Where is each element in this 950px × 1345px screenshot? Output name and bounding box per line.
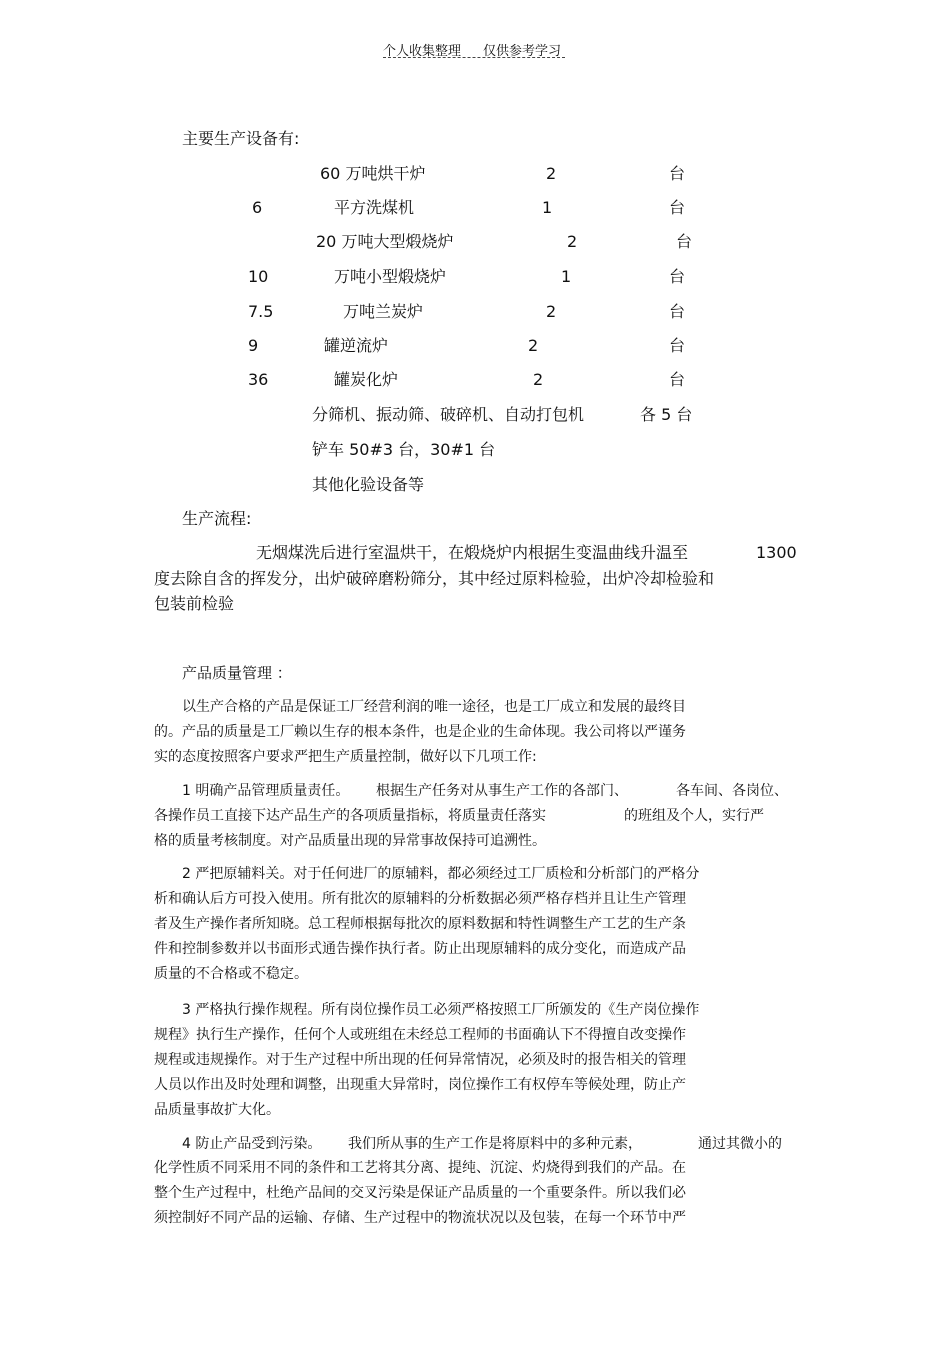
quality-item-2 [154, 862, 699, 987]
process-heading: 生产流程: [182, 509, 252, 528]
equipment-unit: 台 [669, 370, 686, 389]
item1-text: 根据生产任务对从事生产工作的各部门、 [376, 783, 628, 799]
equipment-num: 36 [248, 370, 269, 389]
equipment-name: 20 万吨大型煅烧炉 [316, 232, 454, 251]
equipment-extra-qty: 各 5 台 [640, 405, 693, 424]
equipment-name: 罐炭化炉 [334, 370, 399, 389]
equipment-unit: 台 [669, 302, 686, 321]
equipment-unit: 台 [669, 336, 686, 355]
process-line: 包装前检验 [154, 594, 235, 613]
equipment-extra-line: 分筛机、振动筛、破碎机、自动打包机 [312, 405, 585, 424]
paragraph-line: 整个生产过程中，杜绝产品间的交叉污染是保证产品质量的一个重要条件。所以我们必 [154, 1185, 686, 1201]
equipment-name: 万吨小型煅烧炉 [334, 267, 447, 286]
paragraph-line: 须控制好不同产品的运输、存储、生产过程中的物流状况以及包装，在每一个环节中严 [154, 1210, 686, 1226]
item1-text: 格的质量考核制度。对产品质量出现的异常事故保持可追溯性。 [154, 833, 546, 849]
equipment-name: 万吨兰炭炉 [343, 302, 424, 321]
quality-intro [154, 695, 686, 770]
paragraph-line: 化学性质不同采用不同的条件和工艺将其分离、提纯、沉淀、灼烧得到我们的产品。在 [154, 1160, 686, 1176]
equipment-num: 10 [248, 267, 269, 286]
paragraph-line: 人员以作出及时处理和调整，出现重大异常时，岗位操作工有权停车等候处理，防止产 [154, 1077, 686, 1093]
header-divider [383, 57, 565, 58]
equipment-num: 9 [248, 336, 259, 355]
equipment-qty: 2 [533, 370, 544, 389]
process-line: 度去除自含的挥发分，出炉破碎磨粉筛分，其中经过原料检验，出炉冷却检验和 [154, 569, 715, 588]
equipment-name: 平方洗煤机 [334, 198, 415, 217]
quality-heading: 产品质量管理 ： [182, 664, 292, 682]
paragraph-line: 质量的不合格或不稳定。 [154, 966, 308, 982]
paragraph-line: 件和控制参数并以书面形式通告操作执行者。防止出现原辅料的成分变化，而造成产品 [154, 941, 686, 957]
paragraph-line: 3 严格执行操作规程。所有岗位操作员工必须严格按照工厂所颁发的《生产岗位操作 [182, 1002, 700, 1018]
process-line: 无烟煤洗后进行室温烘干，在煅烧炉内根据生变温曲线升温至 [256, 543, 689, 562]
process-number: 1300 [756, 543, 797, 562]
quality-item-4-rest [154, 1156, 686, 1231]
paragraph-line: 以生产合格的产品是保证工厂经营利润的唯一途径，也是工厂成立和发展的最终目 [182, 699, 686, 715]
paragraph-line: 2 严把原辅料关。对于任何进厂的原辅料，都必须经过工厂质检和分析部门的严格分 [182, 866, 700, 882]
paragraph-line: 品质量事故扩大化。 [154, 1102, 280, 1118]
equipment-qty: 1 [561, 267, 572, 286]
header-right: 仅供参考学习 [483, 44, 562, 59]
paragraph-line: 者及生产操作者所知晓。总工程师根据每批次的原料数据和特性调整生产工艺的生产条 [154, 916, 686, 932]
equipment-name: 60 万吨烘干炉 [320, 164, 426, 183]
equipment-extra-line: 其他化验设备等 [312, 475, 425, 494]
paragraph-line: 析和确认后方可投入使用。所有批次的原辅料的分析数据必须严格存档并且让生产管理 [154, 891, 686, 907]
quality-item-3 [154, 998, 699, 1123]
item1-text: 的班组及个人，实行严 [624, 808, 764, 824]
paragraph-line: 规程》执行生产操作，任何个人或班组在未经总工程师的书面确认下不得擅自改变操作 [154, 1027, 686, 1043]
equipment-unit: 台 [669, 198, 686, 217]
equipment-heading: 主要生产设备有: [182, 129, 300, 148]
item1-title: 1 明确产品管理质量责任。 [182, 783, 350, 799]
paragraph-line: 规程或违规操作。对于生产过程中所出现的任何异常情况，必须及时的报告相关的管理 [154, 1052, 686, 1068]
equipment-qty: 1 [542, 198, 553, 217]
item1-text: 各操作员工直接下达产品生产的各项质量指标，将质量责任落实 [154, 808, 546, 824]
header-left: 个人收集整理 [383, 44, 462, 59]
equipment-qty: 2 [528, 336, 539, 355]
equipment-unit: 台 [669, 164, 686, 183]
equipment-unit: 台 [669, 267, 686, 286]
item1-text: 各车间、各岗位、 [676, 783, 788, 799]
equipment-qty: 2 [567, 232, 578, 251]
equipment-num: 6 [252, 198, 263, 217]
equipment-qty: 2 [546, 164, 557, 183]
paragraph-line: 的。产品的质量是工厂赖以生存的根本条件，也是企业的生命体现。我公司将以严谨务 [154, 724, 686, 740]
equipment-num: 7.5 [248, 302, 274, 321]
equipment-name: 罐逆流炉 [324, 336, 389, 355]
paragraph-line: 实的态度按照客户要求严把生产质量控制，做好以下几项工作: [154, 749, 537, 765]
equipment-qty: 2 [546, 302, 557, 321]
item4-text: 我们所从事的生产工作是将原料中的多种元素， [348, 1136, 642, 1152]
item4-text: 通过其微小的 [698, 1136, 782, 1152]
item4-title: 4 防止产品受到污染。 [182, 1136, 322, 1152]
equipment-extra-line: 铲车 50#3 台，30#1 台 [312, 440, 496, 459]
equipment-unit: 台 [676, 232, 693, 251]
